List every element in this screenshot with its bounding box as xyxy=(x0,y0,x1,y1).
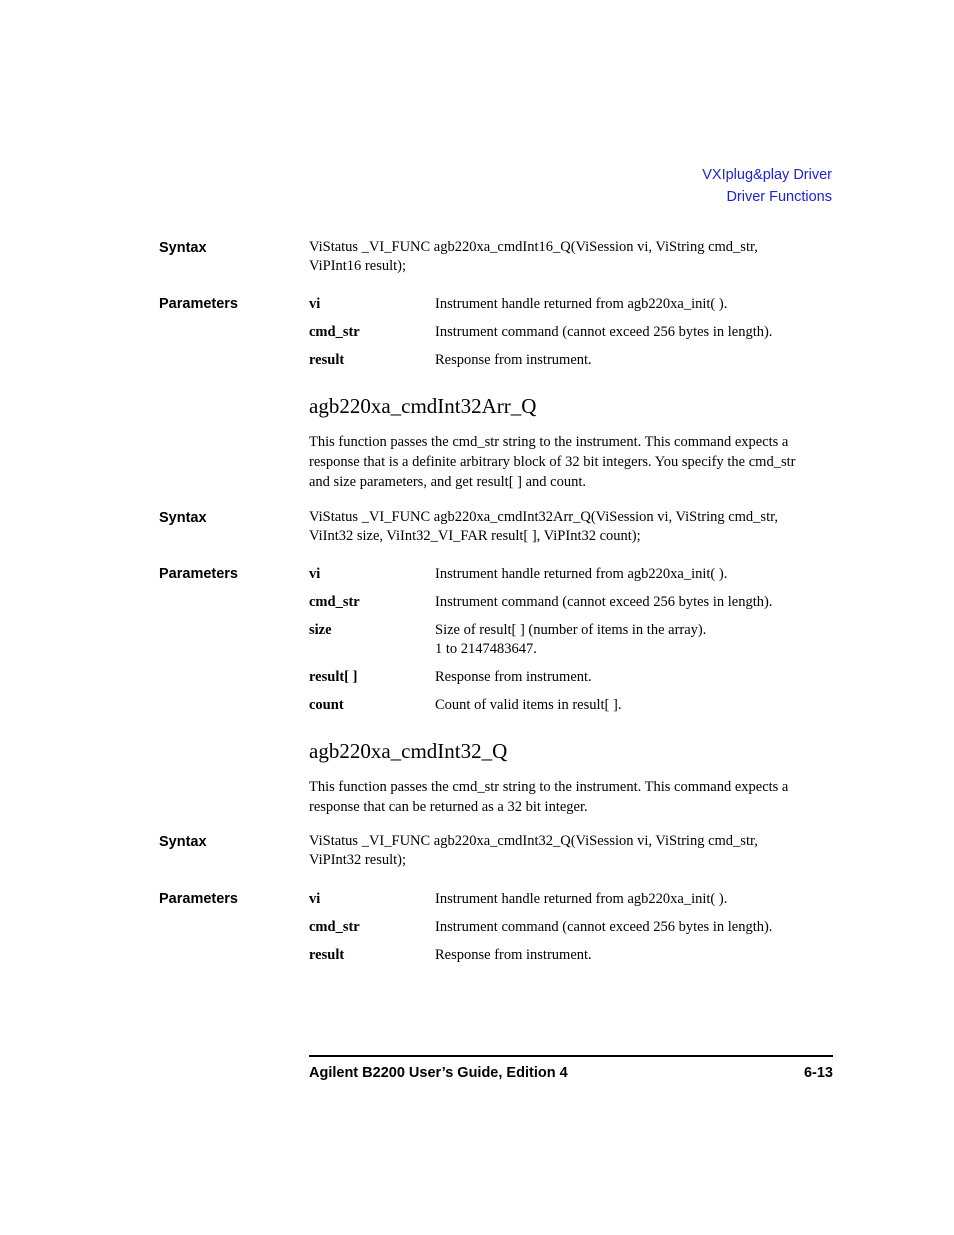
syntax-text xyxy=(309,508,834,546)
param-description: Instrument handle returned from agb220xa_init( ). xyxy=(435,891,728,907)
syntax-text xyxy=(309,238,834,276)
syntax-line: ViStatus _VI_FUNC agb220xa_cmdInt32_Q(ViSession vi, ViString cmd_str, xyxy=(309,833,758,849)
description-line: response that can be returned as a 32 bit integer. xyxy=(309,799,588,815)
running-head-section: Driver Functions xyxy=(726,189,832,205)
parameters-label: Parameters xyxy=(159,296,238,312)
param-description: Instrument handle returned from agb220xa_init( ). xyxy=(435,566,728,582)
syntax-label: Syntax xyxy=(159,510,207,526)
syntax-label: Syntax xyxy=(159,834,207,850)
param-name: cmd_str xyxy=(309,919,360,935)
footer-title: Agilent B2200 User’s Guide, Edition 4 xyxy=(309,1065,568,1081)
param-description: Response from instrument. xyxy=(435,947,592,963)
param-name: vi xyxy=(309,891,321,907)
function-description xyxy=(309,777,834,817)
syntax-line: ViInt32 size, ViInt32_VI_FAR result[ ], ViPInt32 count); xyxy=(309,528,641,544)
description-line: This function passes the cmd_str string to the instrument. This command expects a xyxy=(309,779,789,795)
syntax-line: ViPInt16 result); xyxy=(309,258,406,274)
parameters-label: Parameters xyxy=(159,566,238,582)
param-description: Instrument command (cannot exceed 256 bytes in length). xyxy=(435,324,773,340)
param-name: size xyxy=(309,622,332,638)
param-name: cmd_str xyxy=(309,594,360,610)
syntax-line: ViPInt32 result); xyxy=(309,852,406,868)
param-description xyxy=(435,621,835,659)
param-description-line: Size of result[ ] (number of items in the array). xyxy=(435,622,707,638)
param-description: Instrument handle returned from agb220xa_init( ). xyxy=(435,296,728,312)
param-description: Response from instrument. xyxy=(435,352,592,368)
param-name: vi xyxy=(309,296,321,312)
param-name: vi xyxy=(309,566,321,582)
syntax-line: ViStatus _VI_FUNC agb220xa_cmdInt16_Q(ViSession vi, ViString cmd_str, xyxy=(309,239,758,255)
syntax-label: Syntax xyxy=(159,240,207,256)
description-line: response that is a definite arbitrary block of 32 bit integers. You specify the cmd_str xyxy=(309,454,796,470)
description-line: and size parameters, and get result[ ] and count. xyxy=(309,474,587,490)
param-name: result[ ] xyxy=(309,669,358,685)
param-description-line: 1 to 2147483647. xyxy=(435,641,537,657)
param-description: Count of valid items in result[ ]. xyxy=(435,697,622,713)
running-head-chapter: VXIplug&play Driver xyxy=(702,167,832,183)
footer-rule xyxy=(309,1055,833,1057)
param-description: Response from instrument. xyxy=(435,669,592,685)
param-name: cmd_str xyxy=(309,324,360,340)
function-heading: agb220xa_cmdInt32_Q xyxy=(309,739,508,763)
param-description: Instrument command (cannot exceed 256 bytes in length). xyxy=(435,594,773,610)
syntax-text xyxy=(309,832,834,870)
param-name: count xyxy=(309,697,344,713)
function-description xyxy=(309,432,834,492)
description-line: This function passes the cmd_str string to the instrument. This command expects a xyxy=(309,434,789,450)
syntax-line: ViStatus _VI_FUNC agb220xa_cmdInt32Arr_Q(ViSession vi, ViString cmd_str, xyxy=(309,509,778,525)
function-heading: agb220xa_cmdInt32Arr_Q xyxy=(309,394,537,418)
param-name: result xyxy=(309,947,345,963)
param-name: result xyxy=(309,352,345,368)
parameters-label: Parameters xyxy=(159,891,238,907)
page-number: 6-13 xyxy=(803,1065,833,1081)
param-description: Instrument command (cannot exceed 256 bytes in length). xyxy=(435,919,773,935)
